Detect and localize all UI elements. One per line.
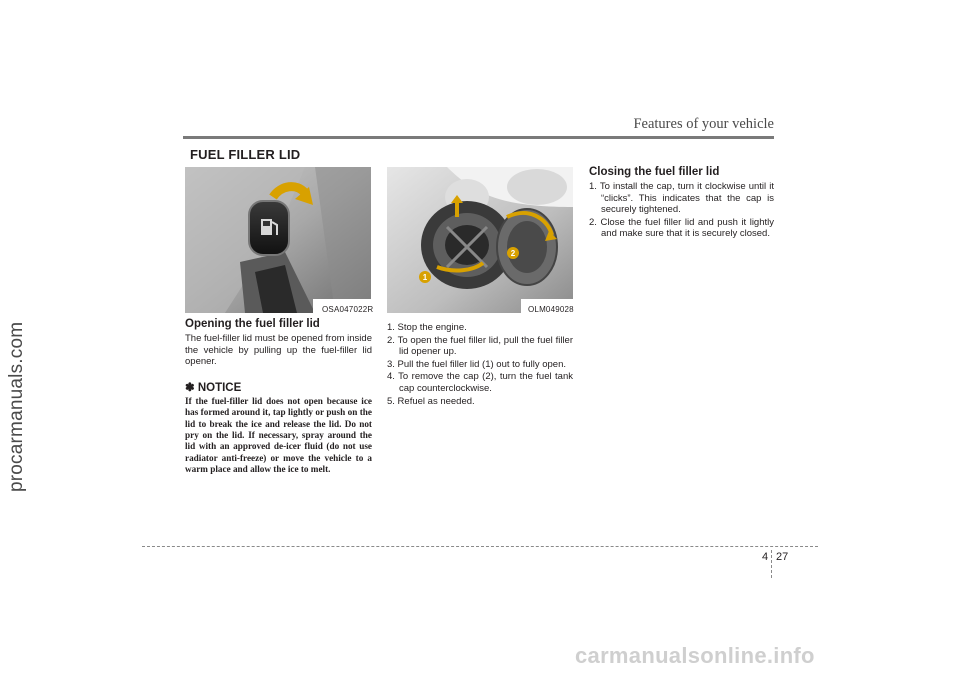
list-item: 1. To install the cap, turn it clockwise until it “clicks”. This indicates that the cap is securely tightened. [589, 181, 774, 216]
fuel-lid-opener-photo [185, 167, 374, 314]
column-2 [387, 322, 573, 408]
bottom-watermark: carmanualsonline.info [575, 643, 815, 668]
list-item: 3. Pull the fuel filler lid (1) out to fully open. [387, 358, 567, 370]
page-number: 27 [776, 551, 789, 563]
callout-2: 2 [510, 249, 516, 258]
footer-rule [142, 546, 818, 547]
column-1 [185, 318, 372, 476]
section-title: FUEL FILLER LID [190, 147, 301, 162]
list-item: 1. Stop the engine. [387, 322, 467, 333]
callout-1: 1 [422, 273, 428, 282]
image-caption-2: OLM049028 [528, 305, 574, 314]
closing-heading: Closing the fuel filler lid [589, 166, 720, 178]
list-item: 2. To open the fuel filler lid, pull the fuel filler lid opener up. [387, 334, 573, 358]
image-caption-1: OSA047022R [322, 305, 374, 314]
page-chapter: 4 [762, 551, 769, 563]
running-header: Features of your vehicle [633, 116, 774, 132]
opening-text: The fuel-filler lid must be opened from inside the vehicle by pulling up the fuel-filler lid opener. [185, 333, 372, 368]
header-rule [183, 136, 774, 139]
fuel-filler-open-photo [387, 167, 573, 313]
opening-heading: Opening the fuel filler lid [185, 318, 320, 330]
side-watermark [6, 321, 27, 492]
list-item: 4. To remove the cap (2), turn the fuel tank cap counterclockwise. [387, 371, 573, 394]
closing-steps-list [589, 181, 774, 240]
notice-text: If the fuel-filler lid does not open because ice has formed around it, tap lightly or push on the lid to break the ice and release the lid. Do not pry on the lid. If necessary, spray around the lid with an approved de-icer fluid (do not use radiator anti-freeze) or move the vehicle to a warm place and allow the ice to melt. [185, 395, 372, 475]
side-watermark-text: procarmanuals.com [6, 321, 27, 492]
list-item: 2. Close the fuel filler lid and push it lightly and make sure that it is securely closed. [589, 216, 774, 240]
opening-steps-list [387, 322, 573, 407]
column-3 [589, 166, 774, 241]
notice-title: ✽ NOTICE [185, 381, 242, 394]
page-divider [771, 550, 772, 578]
list-item: 5. Refuel as needed. [387, 395, 475, 407]
